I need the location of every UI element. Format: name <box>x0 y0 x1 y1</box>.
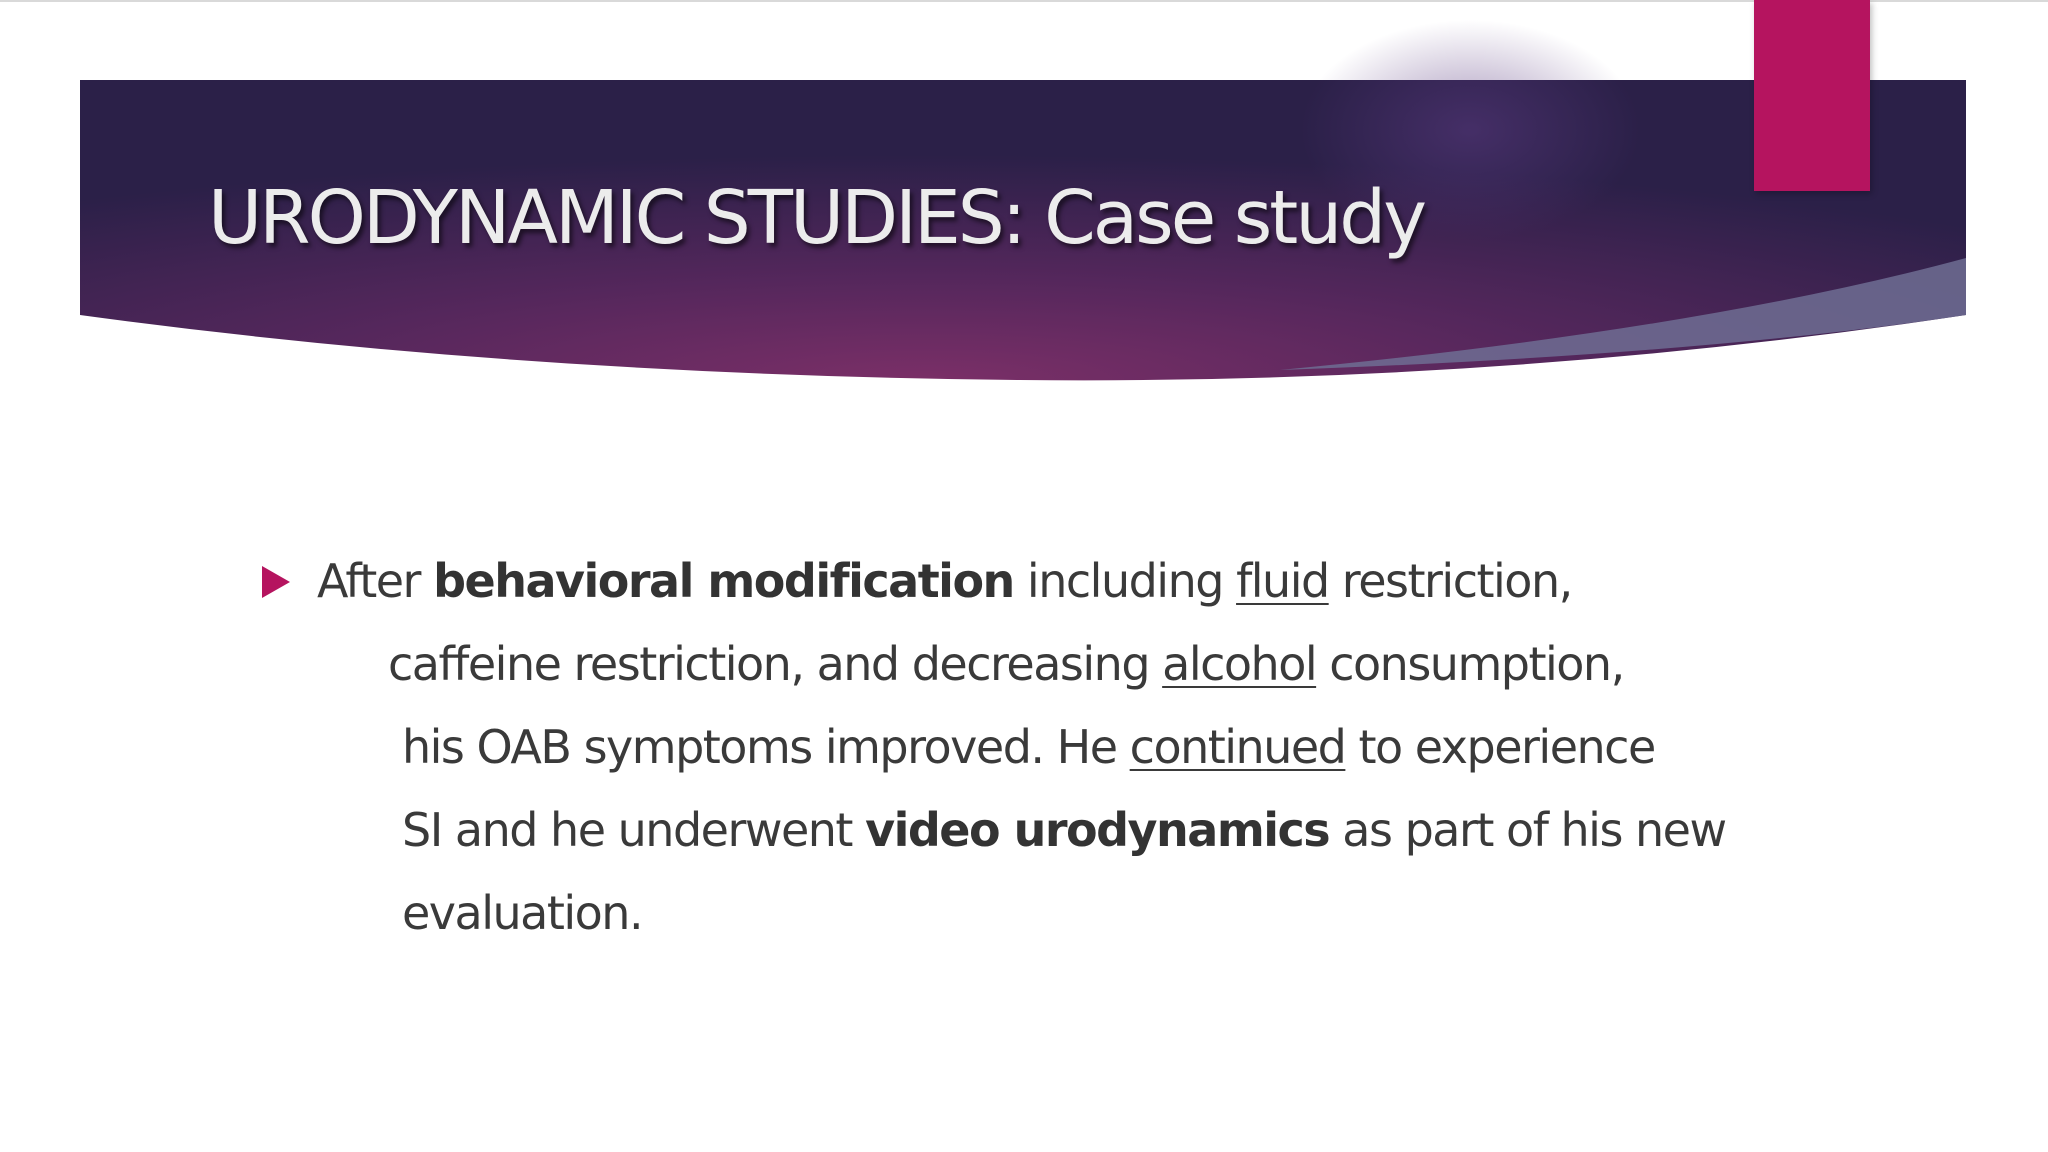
bullet-item <box>262 540 1762 955</box>
text-segment: his OAB symptoms improved. He <box>402 720 1130 774</box>
text-segment: caffeine restriction, and decreasing <box>388 637 1163 691</box>
triangle-right-icon <box>262 566 290 598</box>
bullet-line <box>262 789 1762 872</box>
bullet-line <box>262 706 1762 789</box>
text-segment: including <box>1013 554 1237 608</box>
underlined-word: continued <box>1129 720 1346 774</box>
bullet-line <box>262 540 1762 623</box>
bullet-line <box>262 623 1762 706</box>
underlined-word: fluid <box>1236 554 1329 608</box>
bold-phrase: behavioral modification <box>433 554 1014 608</box>
text-segment: restriction, <box>1328 554 1572 608</box>
text-segment: to experience <box>1345 720 1655 774</box>
text-segment: After <box>317 554 434 608</box>
underlined-word: alcohol <box>1162 637 1317 691</box>
slide-title: URODYNAMIC STUDIES: Case study <box>208 175 1424 261</box>
text-segment: evaluation. <box>402 886 643 940</box>
bullet-text <box>262 540 1762 955</box>
text-segment: SI and he underwent <box>402 803 866 857</box>
bullet-line <box>262 872 1762 955</box>
text-segment: as part of his new <box>1329 803 1726 857</box>
accent-tab <box>1754 0 1870 191</box>
text-segment: consumption, <box>1316 637 1624 691</box>
bold-phrase: video urodynamics <box>865 803 1330 857</box>
